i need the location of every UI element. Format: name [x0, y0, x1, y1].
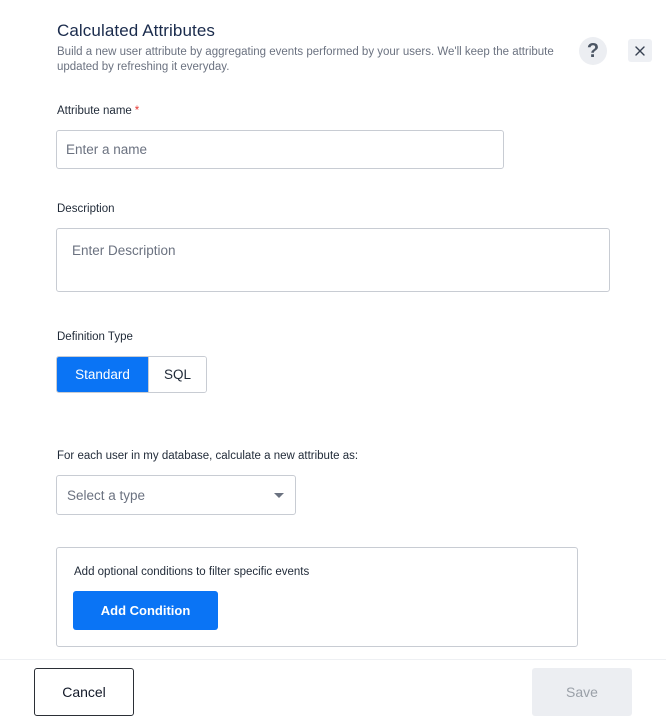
save-button[interactable]: Save	[532, 668, 632, 716]
attribute-name-label	[57, 105, 139, 117]
close-button[interactable]	[628, 39, 652, 62]
conditions-box	[56, 547, 578, 647]
select-placeholder: Select a type	[67, 487, 146, 503]
page-title: Calculated Attributes	[57, 21, 216, 40]
attribute-name-input[interactable]	[56, 130, 504, 169]
attribute-name-label-text: Attribute name	[57, 105, 132, 117]
conditions-text: Add optional conditions to filter specific events	[74, 566, 310, 578]
description-label: Description	[57, 203, 115, 215]
page-subtitle: Build a new user attribute by aggregating events performed by your users. We'll keep the attribute updated by refreshing it everyday.	[57, 46, 554, 73]
question-mark-icon: ?	[586, 39, 600, 62]
standard-option-button[interactable]: Standard	[57, 357, 148, 392]
definition-type-label: Definition Type	[57, 331, 133, 343]
close-icon	[635, 46, 645, 56]
footer-divider	[0, 659, 666, 660]
sql-option-button[interactable]: SQL	[148, 357, 206, 392]
description-input[interactable]	[56, 228, 610, 292]
definition-type-toggle	[56, 356, 207, 393]
add-condition-button[interactable]: Add Condition	[73, 591, 218, 630]
chevron-down-icon	[274, 493, 284, 498]
calculation-type-select[interactable]	[56, 475, 296, 515]
calculation-label: For each user in my database, calculate a new attribute as:	[57, 450, 359, 462]
cancel-button[interactable]: Cancel	[34, 668, 134, 716]
help-button[interactable]	[579, 37, 607, 65]
required-marker: *	[134, 105, 140, 117]
